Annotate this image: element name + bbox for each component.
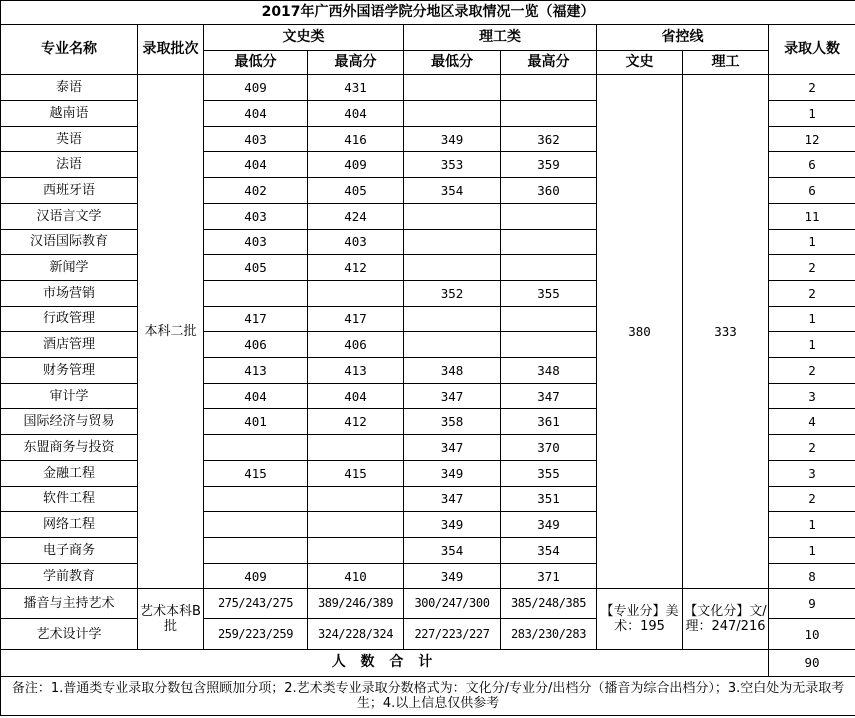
table-row bbox=[1, 589, 855, 619]
major-name-cell: 市场营销 bbox=[1, 280, 138, 306]
arts-min-cell bbox=[204, 512, 308, 538]
count-cell: 1 bbox=[769, 101, 855, 127]
count-cell: 12 bbox=[769, 126, 855, 152]
total-label: 人 数 合 计 bbox=[1, 649, 769, 676]
science-max-cell: 347 bbox=[501, 383, 597, 409]
control-arts-cell: 380 bbox=[597, 75, 683, 589]
arts-max-cell: 405 bbox=[308, 178, 404, 204]
arts-min-cell: 404 bbox=[204, 383, 308, 409]
major-name-cell: 审计学 bbox=[1, 383, 138, 409]
science-min-cell bbox=[404, 203, 501, 229]
batch-cell: 本科二批 bbox=[138, 75, 204, 589]
major-name-cell: 学前教育 bbox=[1, 563, 138, 589]
arts-max-cell: 412 bbox=[308, 255, 404, 281]
table-title: 2017年广西外国语学院分地区录取情况一览（福建） bbox=[1, 1, 855, 25]
art-batch-cell: 艺术本科B批 bbox=[138, 589, 204, 649]
major-name-cell: 金融工程 bbox=[1, 460, 138, 486]
arts-min-cell bbox=[204, 537, 308, 563]
science-min-cell: 300/247/300 bbox=[404, 589, 501, 619]
header-batch: 录取批次 bbox=[138, 25, 204, 75]
science-max-cell: 355 bbox=[501, 280, 597, 306]
count-cell: 6 bbox=[769, 152, 855, 178]
major-name-cell: 泰语 bbox=[1, 75, 138, 101]
science-max-cell bbox=[501, 306, 597, 332]
arts-max-cell: 406 bbox=[308, 332, 404, 358]
arts-min-cell: 401 bbox=[204, 409, 308, 435]
control-science-cell: 333 bbox=[683, 75, 769, 589]
arts-min-cell: 415 bbox=[204, 460, 308, 486]
arts-max-cell bbox=[308, 512, 404, 538]
arts-max-cell: 416 bbox=[308, 126, 404, 152]
header-science: 理工类 bbox=[404, 25, 597, 51]
arts-max-cell: 404 bbox=[308, 383, 404, 409]
science-max-cell: 348 bbox=[501, 358, 597, 384]
science-min-cell: 354 bbox=[404, 178, 501, 204]
science-max-cell: 283/230/283 bbox=[501, 619, 597, 649]
science-min-cell: 353 bbox=[404, 152, 501, 178]
note-row bbox=[1, 676, 855, 715]
major-name-cell: 东盟商务与投资 bbox=[1, 435, 138, 461]
count-cell: 8 bbox=[769, 563, 855, 589]
count-cell: 1 bbox=[769, 537, 855, 563]
header-science-max: 最高分 bbox=[501, 51, 597, 75]
count-cell: 11 bbox=[769, 203, 855, 229]
count-cell: 4 bbox=[769, 409, 855, 435]
science-max-cell: 351 bbox=[501, 486, 597, 512]
science-min-cell bbox=[404, 75, 501, 101]
major-name-cell: 新闻学 bbox=[1, 255, 138, 281]
arts-max-cell bbox=[308, 486, 404, 512]
arts-min-cell: 402 bbox=[204, 178, 308, 204]
science-max-cell: 359 bbox=[501, 152, 597, 178]
major-name-cell: 国际经济与贸易 bbox=[1, 409, 138, 435]
arts-max-cell bbox=[308, 537, 404, 563]
arts-max-cell: 415 bbox=[308, 460, 404, 486]
arts-max-cell: 403 bbox=[308, 229, 404, 255]
science-max-cell: 385/248/385 bbox=[501, 589, 597, 619]
major-name-cell: 英语 bbox=[1, 126, 138, 152]
count-cell: 10 bbox=[769, 619, 855, 649]
science-max-cell bbox=[501, 75, 597, 101]
major-name-cell: 行政管理 bbox=[1, 306, 138, 332]
science-min-cell: 358 bbox=[404, 409, 501, 435]
header-control-science: 理工 bbox=[683, 51, 769, 75]
arts-max-cell: 412 bbox=[308, 409, 404, 435]
science-min-cell bbox=[404, 332, 501, 358]
science-max-cell: 362 bbox=[501, 126, 597, 152]
total-row bbox=[1, 649, 855, 676]
header-science-min: 最低分 bbox=[404, 51, 501, 75]
arts-min-cell: 409 bbox=[204, 75, 308, 101]
science-min-cell: 349 bbox=[404, 460, 501, 486]
major-name-cell: 西班牙语 bbox=[1, 178, 138, 204]
major-name-cell: 艺术设计学 bbox=[1, 619, 138, 649]
arts-max-cell: 417 bbox=[308, 306, 404, 332]
major-name-cell: 汉语言文学 bbox=[1, 203, 138, 229]
arts-max-cell: 431 bbox=[308, 75, 404, 101]
header-arts-max: 最高分 bbox=[308, 51, 404, 75]
science-max-cell bbox=[501, 255, 597, 281]
science-min-cell bbox=[404, 101, 501, 127]
count-cell: 1 bbox=[769, 512, 855, 538]
major-name-cell: 播音与主持艺术 bbox=[1, 589, 138, 619]
arts-min-cell: 403 bbox=[204, 203, 308, 229]
arts-max-cell bbox=[308, 280, 404, 306]
art-control-arts-cell: 【专业分】美术：195 bbox=[597, 589, 683, 649]
arts-min-cell: 406 bbox=[204, 332, 308, 358]
major-name-cell: 汉语国际教育 bbox=[1, 229, 138, 255]
science-min-cell bbox=[404, 229, 501, 255]
arts-min-cell: 405 bbox=[204, 255, 308, 281]
major-name-cell: 酒店管理 bbox=[1, 332, 138, 358]
count-cell: 1 bbox=[769, 229, 855, 255]
arts-min-cell: 404 bbox=[204, 101, 308, 127]
major-name-cell: 电子商务 bbox=[1, 537, 138, 563]
arts-min-cell bbox=[204, 435, 308, 461]
major-name-cell: 法语 bbox=[1, 152, 138, 178]
count-cell: 2 bbox=[769, 255, 855, 281]
count-cell: 9 bbox=[769, 589, 855, 619]
arts-max-cell: 389/246/389 bbox=[308, 589, 404, 619]
count-cell: 1 bbox=[769, 306, 855, 332]
science-max-cell: 370 bbox=[501, 435, 597, 461]
arts-min-cell: 413 bbox=[204, 358, 308, 384]
science-min-cell: 348 bbox=[404, 358, 501, 384]
major-name-cell: 越南语 bbox=[1, 101, 138, 127]
science-min-cell: 352 bbox=[404, 280, 501, 306]
count-cell: 2 bbox=[769, 280, 855, 306]
count-cell: 2 bbox=[769, 358, 855, 384]
science-min-cell: 349 bbox=[404, 512, 501, 538]
arts-max-cell bbox=[308, 435, 404, 461]
science-max-cell bbox=[501, 229, 597, 255]
science-min-cell: 349 bbox=[404, 126, 501, 152]
science-max-cell: 371 bbox=[501, 563, 597, 589]
science-max-cell: 355 bbox=[501, 460, 597, 486]
arts-min-cell: 404 bbox=[204, 152, 308, 178]
arts-min-cell: 403 bbox=[204, 229, 308, 255]
science-max-cell bbox=[501, 203, 597, 229]
count-cell: 2 bbox=[769, 486, 855, 512]
science-max-cell: 354 bbox=[501, 537, 597, 563]
major-name-cell: 网络工程 bbox=[1, 512, 138, 538]
major-name-cell: 财务管理 bbox=[1, 358, 138, 384]
total-value: 90 bbox=[769, 649, 855, 676]
count-cell: 3 bbox=[769, 383, 855, 409]
count-cell: 3 bbox=[769, 460, 855, 486]
science-max-cell bbox=[501, 332, 597, 358]
count-cell: 2 bbox=[769, 75, 855, 101]
science-max-cell: 361 bbox=[501, 409, 597, 435]
count-cell: 2 bbox=[769, 435, 855, 461]
arts-max-cell: 404 bbox=[308, 101, 404, 127]
arts-min-cell: 275/243/275 bbox=[204, 589, 308, 619]
count-cell: 6 bbox=[769, 178, 855, 204]
header-arts: 文史类 bbox=[204, 25, 404, 51]
science-min-cell: 227/223/227 bbox=[404, 619, 501, 649]
science-min-cell: 349 bbox=[404, 563, 501, 589]
science-max-cell bbox=[501, 101, 597, 127]
arts-min-cell bbox=[204, 280, 308, 306]
table-row bbox=[1, 75, 855, 101]
count-cell: 1 bbox=[769, 332, 855, 358]
science-min-cell: 354 bbox=[404, 537, 501, 563]
header-control: 省控线 bbox=[597, 25, 769, 51]
arts-min-cell bbox=[204, 486, 308, 512]
arts-min-cell: 417 bbox=[204, 306, 308, 332]
arts-min-cell: 259/223/259 bbox=[204, 619, 308, 649]
science-min-cell bbox=[404, 255, 501, 281]
science-max-cell: 349 bbox=[501, 512, 597, 538]
note-text: 备注：1.普通类专业录取分数包含照顾加分项；2.艺术类专业录取分数格式为：文化分/专业分/出档分（播音为综合出档分）；3.空白处为无录取考生；4.以上信息仅供参考 bbox=[1, 676, 855, 715]
header-major: 专业名称 bbox=[1, 25, 138, 75]
science-min-cell: 347 bbox=[404, 486, 501, 512]
arts-min-cell: 409 bbox=[204, 563, 308, 589]
major-name-cell: 软件工程 bbox=[1, 486, 138, 512]
science-min-cell: 347 bbox=[404, 435, 501, 461]
science-min-cell bbox=[404, 306, 501, 332]
arts-max-cell: 409 bbox=[308, 152, 404, 178]
arts-max-cell: 324/228/324 bbox=[308, 619, 404, 649]
science-min-cell: 347 bbox=[404, 383, 501, 409]
arts-max-cell: 424 bbox=[308, 203, 404, 229]
header-control-arts: 文史 bbox=[597, 51, 683, 75]
arts-max-cell: 410 bbox=[308, 563, 404, 589]
header-arts-min: 最低分 bbox=[204, 51, 308, 75]
science-max-cell: 360 bbox=[501, 178, 597, 204]
header-count: 录取人数 bbox=[769, 25, 855, 75]
art-control-science-cell: 【文化分】文/理：247/216 bbox=[683, 589, 769, 649]
arts-max-cell: 413 bbox=[308, 358, 404, 384]
arts-min-cell: 403 bbox=[204, 126, 308, 152]
